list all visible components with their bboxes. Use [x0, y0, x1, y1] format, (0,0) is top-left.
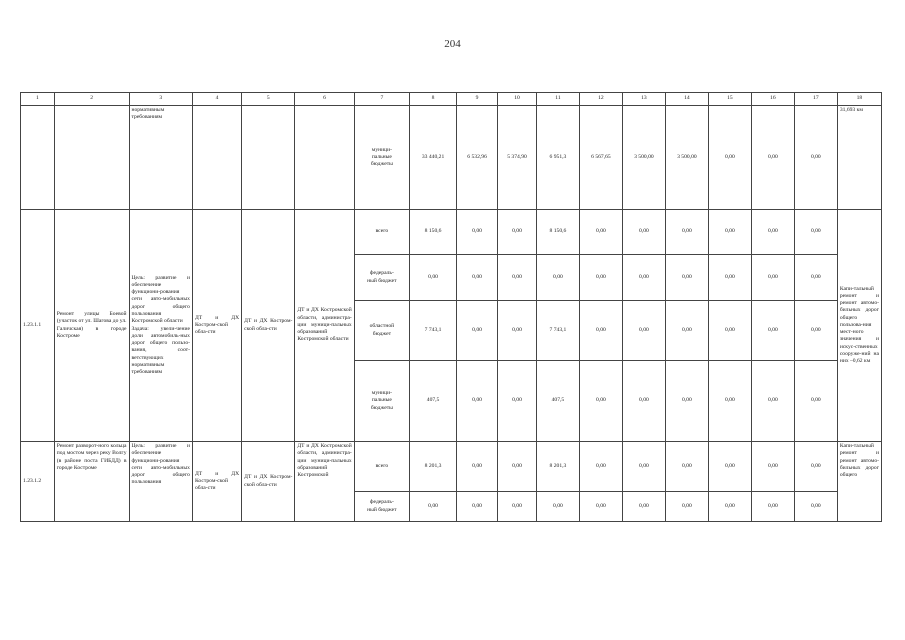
cell-executor [242, 106, 295, 210]
cell-budget-label: областной бюджет [354, 301, 409, 361]
cell-executor: ДТ и ДХ Костром-ской обла-сти [242, 442, 295, 522]
cell-value: 0,00 [665, 210, 708, 255]
cell-value: 0,00 [794, 106, 837, 210]
cell-value: 0,00 [498, 492, 537, 522]
cell-value: 0,00 [665, 492, 708, 522]
column-header: 13 [622, 93, 665, 106]
column-header: 1 [21, 93, 55, 106]
cell-goal: Цель: развитие и обеспечение функциони-рования сети авто-мобильных дорог общего пользования Костромской области Задача: увели-чение доли автомобиль-ных дорог общего пользо-вания, соот-ветствующих нормативным требованиям [129, 210, 192, 442]
cell-value: 0,00 [708, 361, 751, 442]
cell-value: 0,00 [751, 492, 794, 522]
cell-goal: Цель: развитие и обеспечение функциони-рования сети авто-мобильных дорог общего пользования [129, 442, 192, 522]
cell-value: 0,00 [622, 210, 665, 255]
cell-value: 0,00 [708, 301, 751, 361]
column-header: 10 [498, 93, 537, 106]
table-row-continuation [21, 106, 882, 210]
cell-value: 0,00 [708, 255, 751, 301]
cell-value: 7 743,1 [536, 301, 579, 361]
cell-value: 0,00 [708, 492, 751, 522]
cell-value: 6 951,3 [536, 106, 579, 210]
cell-budget-label: федераль- ный бюджет [354, 255, 409, 301]
cell-code: 1.23.1.1 [21, 210, 55, 442]
cell-value: 0,00 [665, 255, 708, 301]
cell-value: 0,00 [498, 361, 537, 442]
cell-executor: ДТ и ДХ Костром-ской обла-сти [192, 210, 241, 442]
column-header: 18 [837, 93, 881, 106]
column-header: 15 [708, 93, 751, 106]
cell-value: 8 150,6 [410, 210, 457, 255]
cell-value: 0,00 [579, 361, 622, 442]
cell-value: 0,00 [536, 492, 579, 522]
cell-value: 0,00 [622, 301, 665, 361]
cell-goal: нормативным требованиям [129, 106, 192, 210]
cell-name: Ремонт разворот-ного кольца под мостом через реку Волгу (в районе поста ГИБДД) в городе Костроме [54, 442, 129, 522]
cell-value: 0,00 [536, 255, 579, 301]
cell-value: 6 567,65 [579, 106, 622, 210]
cell-value: 0,00 [457, 442, 498, 492]
cell-code [21, 106, 55, 210]
column-header: 14 [665, 93, 708, 106]
cell-value: 0,00 [410, 255, 457, 301]
cell-value: 3 500,00 [665, 106, 708, 210]
cell-value: 6 532,96 [457, 106, 498, 210]
cell-value: 0,00 [457, 361, 498, 442]
cell-value: 407,5 [536, 361, 579, 442]
cell-value: 0,00 [622, 255, 665, 301]
cell-budget-label: всего [354, 210, 409, 255]
cell-value: 0,00 [579, 255, 622, 301]
column-header: 4 [192, 93, 241, 106]
cell-value: 0,00 [622, 361, 665, 442]
column-header: 11 [536, 93, 579, 106]
cell-value: 0,00 [751, 255, 794, 301]
cell-value: 407,5 [410, 361, 457, 442]
cell-value: 3 500,00 [622, 106, 665, 210]
table-row [21, 442, 882, 492]
column-header: 12 [579, 93, 622, 106]
cell-budget-label: всего [354, 442, 409, 492]
cell-partners [295, 106, 354, 210]
cell-value: 0,00 [708, 106, 751, 210]
cell-value: 0,00 [579, 442, 622, 492]
cell-value: 0,00 [410, 492, 457, 522]
cell-value: 0,00 [622, 492, 665, 522]
cell-value: 0,00 [751, 442, 794, 492]
cell-value: 0,00 [751, 210, 794, 255]
cell-executor: ДТ и ДХ Костром-ской обла-сти [242, 210, 295, 442]
column-header: 3 [129, 93, 192, 106]
cell-value: 0,00 [751, 361, 794, 442]
cell-value: 0,00 [498, 255, 537, 301]
cell-value: 5 374,90 [498, 106, 537, 210]
cell-value: 0,00 [579, 492, 622, 522]
column-header: 9 [457, 93, 498, 106]
cell-value: 0,00 [622, 442, 665, 492]
program-table [20, 92, 882, 522]
cell-value: 33 440,21 [410, 106, 457, 210]
page-number: 204 [444, 38, 461, 50]
cell-value: 8 201,3 [536, 442, 579, 492]
cell-value: 0,00 [794, 301, 837, 361]
cell-result: Капи-тальный ремонт и ремонт автомо-бильных дорог общего пользова-ния мест-ного значения и искус-ственных сооруже-ний на них –0,62 км [837, 210, 881, 442]
cell-value: 0,00 [457, 210, 498, 255]
cell-value: 0,00 [708, 210, 751, 255]
cell-value: 0,00 [665, 301, 708, 361]
cell-value: 0,00 [457, 255, 498, 301]
cell-value: 0,00 [751, 106, 794, 210]
column-header: 16 [751, 93, 794, 106]
cell-partners: ДТ и ДХ Костромской области, администра-ции муници-пальных образований Костромской области [295, 210, 354, 442]
cell-value: 0,00 [457, 301, 498, 361]
cell-executor [192, 106, 241, 210]
column-header: 6 [295, 93, 354, 106]
cell-value: 0,00 [457, 492, 498, 522]
cell-result: 31,693 км [837, 106, 881, 210]
cell-value: 0,00 [498, 210, 537, 255]
cell-value: 0,00 [794, 442, 837, 492]
column-header: 5 [242, 93, 295, 106]
cell-value: 8 201,3 [410, 442, 457, 492]
cell-value: 0,00 [498, 301, 537, 361]
cell-value: 0,00 [708, 442, 751, 492]
cell-name: Ремонт улицы Боевой (участок от ул. Шагова до ул. Галичская) в городе Костроме [54, 210, 129, 442]
cell-value: 7 743,1 [410, 301, 457, 361]
column-header: 17 [794, 93, 837, 106]
cell-result: Капи-тальный ремонт и ремонт автомо-бильных дорог общего [837, 442, 881, 522]
cell-value: 0,00 [751, 301, 794, 361]
cell-budget-label: федераль- ный бюджет [354, 492, 409, 522]
cell-value: 8 150,6 [536, 210, 579, 255]
header-row [21, 93, 882, 106]
column-header: 2 [54, 93, 129, 106]
cell-executor: ДТ и ДХ Костром-ской обла-сти [192, 442, 241, 522]
cell-partners: ДТ и ДХ Костромской области, администра-ции муници-пальных образований Костромской [295, 442, 354, 522]
cell-value: 0,00 [794, 361, 837, 442]
cell-value: 0,00 [498, 442, 537, 492]
cell-value: 0,00 [665, 361, 708, 442]
cell-value: 0,00 [794, 210, 837, 255]
cell-value: 0,00 [579, 301, 622, 361]
cell-budget-label: муници- пальные бюджеты [354, 106, 409, 210]
column-header: 8 [410, 93, 457, 106]
cell-code: 1.23.1.2 [21, 442, 55, 522]
table-row [21, 210, 882, 255]
cell-value: 0,00 [794, 255, 837, 301]
cell-value: 0,00 [665, 442, 708, 492]
column-header: 7 [354, 93, 409, 106]
cell-value: 0,00 [794, 492, 837, 522]
cell-budget-label: муници- пальные бюджеты [354, 361, 409, 442]
cell-value: 0,00 [579, 210, 622, 255]
cell-name [54, 106, 129, 210]
